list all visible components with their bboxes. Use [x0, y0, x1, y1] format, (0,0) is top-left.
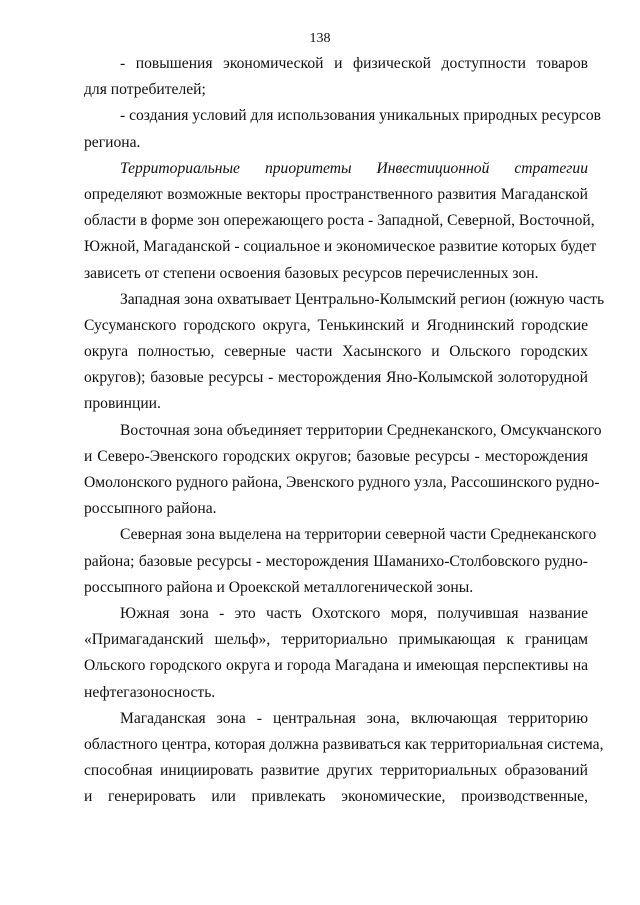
text-line: Сусуманского городского округа, Тенькинский и Ягоднинский городские: [84, 316, 588, 334]
text-line: областного центра, которая должна развиваться как территориальная система,: [84, 735, 604, 753]
text-line: региона.: [84, 133, 141, 151]
text-line: - повышения экономической и физической доступности товаров: [120, 55, 588, 72]
text-line: нефтегазоносность.: [84, 683, 216, 701]
page-number: 138: [309, 31, 331, 46]
text-line: россыпного района и Ороекской металлогенической зоны.: [84, 578, 474, 596]
text-line: и Северо-Эвенского городских округов; базовые ресурсы - месторождения: [84, 447, 588, 465]
text-line: Ольского городского округа и города Магадана и имеющая перспективы на: [84, 657, 588, 675]
text-line: для потребителей;: [84, 81, 206, 99]
text-line: зависеть от степени освоения базовых ресурсов перечисленных зон.: [84, 264, 539, 282]
text-line: способная инициировать развитие других территориальных образований: [84, 762, 588, 780]
text-line: Южная зона - это часть Охотского моря, получившая название: [120, 604, 588, 622]
body-text: [84, 51, 605, 810]
text-line: Магаданская зона - центральная зона, включающая территорию: [120, 709, 588, 727]
text-line: Южной, Магаданской - социальное и экономическое развитие которых будет: [84, 238, 597, 256]
text-line: - создания условий для использования уникальных природных ресурсов: [120, 107, 602, 125]
text-line: Территориальные приоритеты Инвестиционной стратегии: [120, 159, 588, 177]
text-line: провинции.: [84, 395, 161, 413]
text-line: Западная зона охватывает Центрально-Колымский регион (южную часть: [120, 290, 605, 308]
text-line: области в форме зон опережающего роста - Западной, Северной, Восточной,: [84, 212, 595, 230]
text-line: Восточная зона объединяет территории Среднеканского, Омсукчанского: [120, 421, 602, 439]
text-line: и генерировать или привлекать экономические, производственные,: [84, 788, 588, 806]
text-line: округа полностью, северные части Хасынского и Ольского городских: [84, 343, 588, 361]
text-line: района; базовые ресурсы - месторождения Шаманихо-Столбовского рудно-: [84, 552, 588, 570]
text-line: определяют возможные векторы пространственного развития Магаданской: [84, 185, 588, 203]
text-line: россыпного района.: [84, 500, 217, 518]
text-line: Северная зона выделена на территории северной части Среднеканского: [120, 526, 597, 544]
text-line: «Примагаданский шельф», территориально примыкающая к границам: [84, 631, 588, 649]
text-line: Омолонского рудного района, Эвенского рудного узла, Рассошинского рудно-: [84, 474, 600, 491]
text-line: округов); базовые ресурсы - месторождения Яно-Колымской золоторудной: [84, 369, 588, 387]
